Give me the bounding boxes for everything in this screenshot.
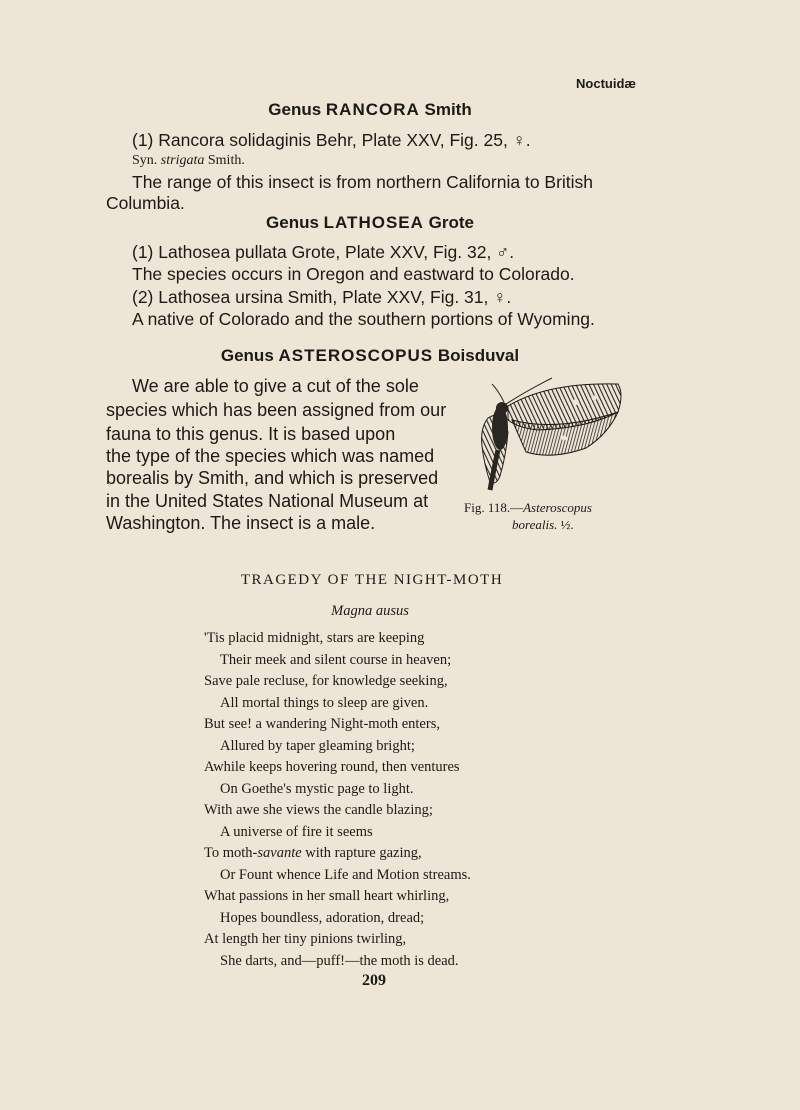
poem-line: She darts, and—puff!—the moth is dead. [220, 952, 459, 969]
poem-line: 'Tis placid midnight, stars are keeping [204, 630, 425, 646]
rancora-entry: (1) Rancora solidaginis Behr, Plate XXV, Fig. 25, ♀. [132, 130, 531, 150]
lathosea-entry-1: (1) Lathosea pullata Grote, Plate XXV, Fig. 32, ♂. [132, 242, 515, 262]
asteroscopus-paragraph-line: in the United States National Museum at [106, 491, 429, 511]
poem-stanza [204, 800, 471, 886]
figure-caption-line: Fig. 118.—Asteroscopus [464, 500, 592, 515]
asteroscopus-paragraph-line: the type of the species which was named [106, 446, 435, 466]
poem-line: All mortal things to sleep are given. [220, 694, 429, 711]
running-header: Noctuidæ [576, 76, 636, 91]
rancora-range-line: The range of this insect is from northern California to British [132, 172, 594, 192]
lathosea-entry-1-range: The species occurs in Oregon and eastward to Colorado. [132, 264, 575, 284]
poem-title: TRAGEDY OF THE NIGHT-MOTH [240, 572, 504, 588]
poem-stanza [204, 886, 459, 972]
lathosea-entry-2: (2) Lathosea ursina Smith, Plate XXV, Fig. 31, ♀. [132, 287, 512, 307]
asteroscopus-paragraph-line: fauna to this genus. It is based upon [106, 424, 396, 444]
poem-line: To moth-savante with rapture gazing, [204, 845, 422, 861]
genus-heading-lathosea: Genus LATHOSEA Grote [266, 213, 474, 232]
poem-stanza [204, 714, 460, 800]
rancora-range-line: Columbia. [106, 193, 185, 213]
poem-line: A universe of fire it seems [220, 823, 373, 840]
genus-heading-asteroscopus: Genus ASTEROSCOPUS Boisduval [220, 346, 520, 365]
lathosea-entry-2-range: A native of Colorado and the southern portions of Wyoming. [132, 309, 595, 329]
poem-line: Save pale recluse, for knowledge seeking, [204, 673, 448, 689]
poem-line: Their meek and silent course in heaven; [220, 651, 452, 668]
poem-line: Awhile keeps hovering round, then ventures [204, 759, 460, 775]
figure-caption-line: borealis. ½. [512, 517, 574, 532]
genus-heading-rancora: Genus RANCORA Smith [268, 100, 472, 119]
poem-line: Hopes boundless, adoration, dread; [220, 909, 425, 926]
poem-line: Or Fount whence Life and Motion streams. [220, 866, 471, 883]
asteroscopus-paragraph-line: We are able to give a cut of the sole [132, 376, 419, 396]
poem-line: What passions in her small heart whirling, [204, 888, 450, 904]
rancora-synonym: Syn. strigata Smith. [132, 153, 245, 168]
asteroscopus-paragraph-line: species which has been assigned from our [106, 400, 447, 420]
asteroscopus-paragraph-line: Washington. The insect is a male. [106, 513, 376, 533]
poem-line: On Goethe's mystic page to light. [220, 780, 414, 797]
moth-illustration [468, 372, 636, 500]
poem-subtitle: Magna ausus [331, 603, 409, 619]
asteroscopus-paragraph-line: borealis by Smith, and which is preserved [106, 468, 439, 488]
poem-line: Allured by taper gleaming bright; [220, 737, 415, 754]
poem-line: With awe she views the candle blazing; [204, 802, 433, 818]
poem-stanza [204, 628, 451, 714]
poem-line: But see! a wandering Night-moth enters, [204, 716, 440, 732]
poem-line: At length her tiny pinions twirling, [204, 931, 407, 947]
page-number: 209 [362, 972, 386, 989]
